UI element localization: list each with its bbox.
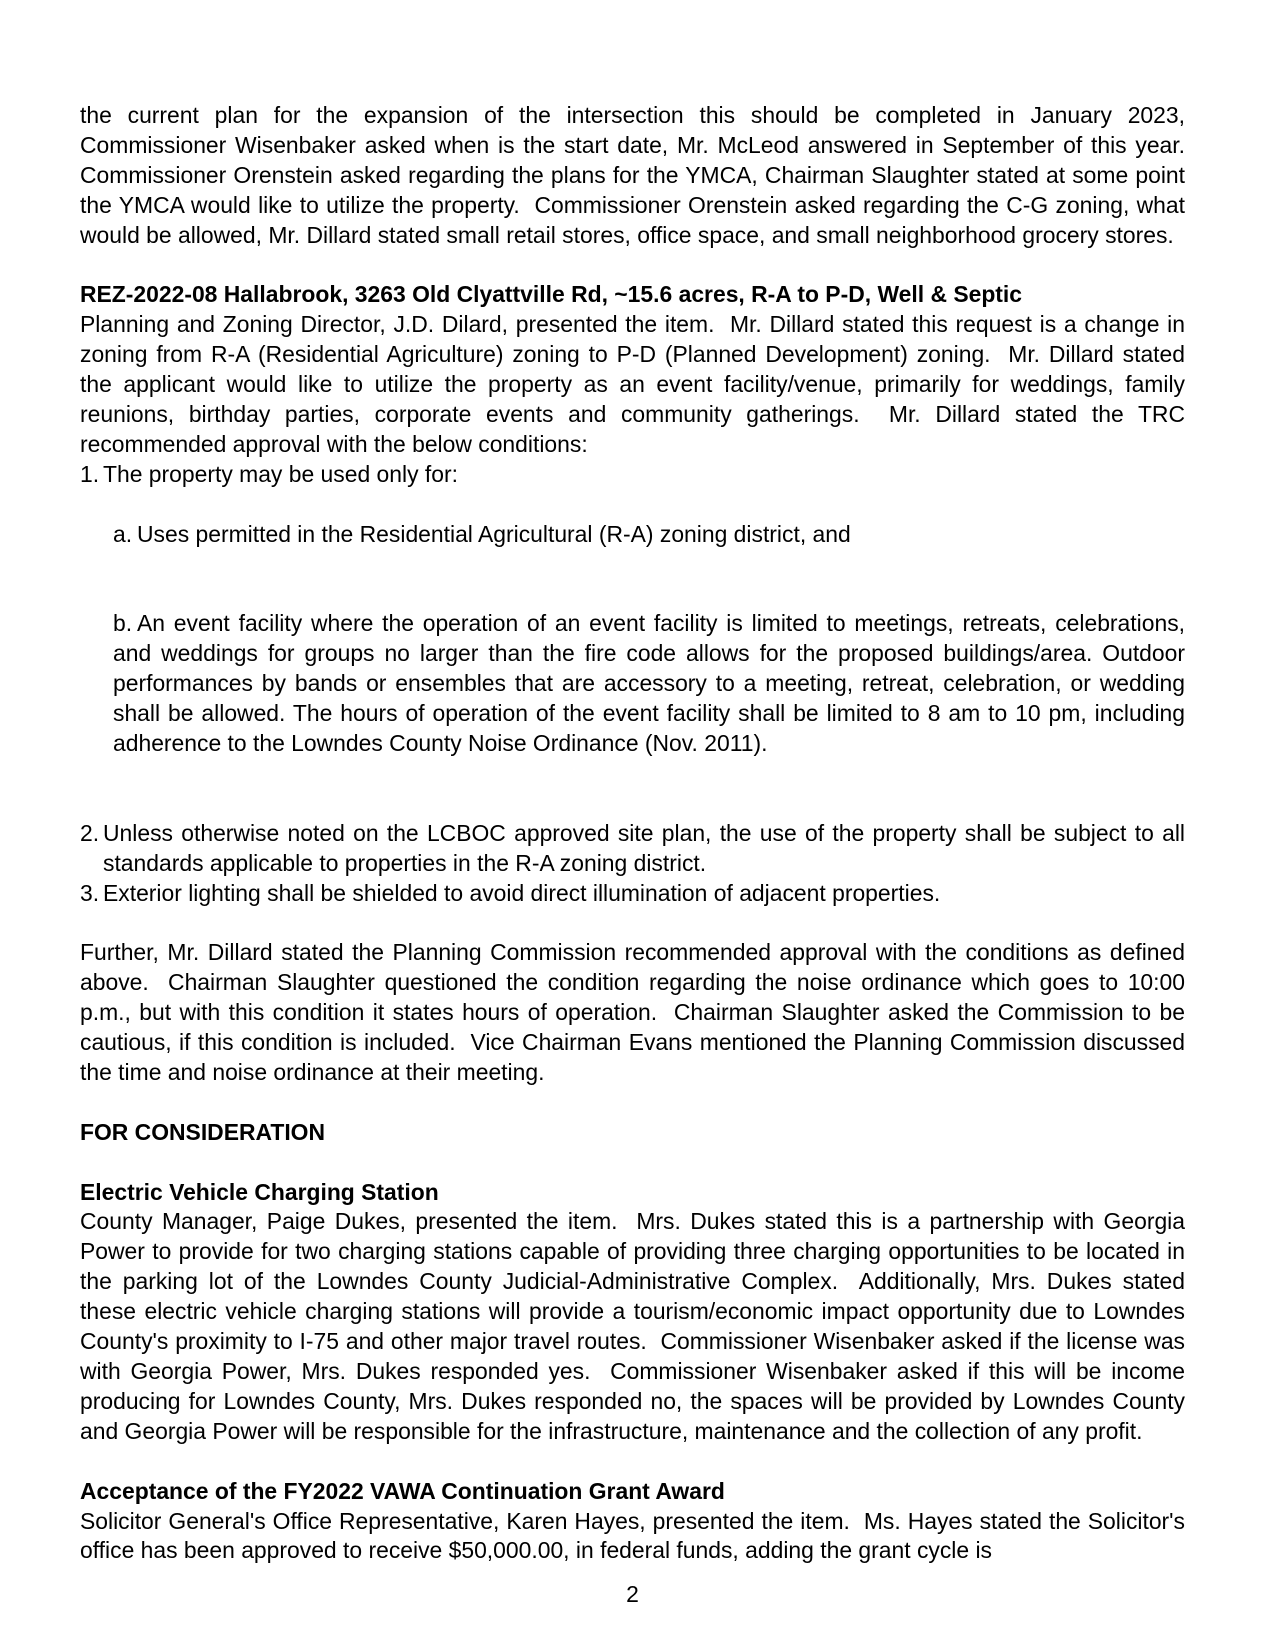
subcondition-a bbox=[113, 520, 1185, 550]
subcondition-b-marker: b. bbox=[113, 610, 133, 637]
subcondition-b-text: An event facility where the operation of an event facility is limited to meetings, retreats, celebrations, and weddings for groups no larger than the fire code allows for the proposed buildings/area. Outdoor performances by bands or ensembles that are accessory to a meeting, retreat, celebration, or wedding shall be allowed. The hours of operation of the event facility shall be limited to 8 am to 10 pm, including adherence to the Lowndes County Noise Ordinance (Nov. 2011). bbox=[113, 610, 1192, 757]
condition-item-2 bbox=[80, 819, 1192, 879]
condition-1-marker: 1. bbox=[80, 460, 100, 487]
rez-section-heading: REZ-2022-08 Hallabrook, 3263 Old Clyattville Rd, ~15.6 acres, R-A to P-D, Well & Septic bbox=[80, 281, 1023, 308]
condition-3-marker: 3. bbox=[80, 879, 100, 906]
ev-charging-heading: Electric Vehicle Charging Station bbox=[80, 1178, 439, 1205]
subcondition-a-text: Uses permitted in the Residential Agricultural (R-A) zoning district, and bbox=[137, 520, 851, 547]
condition-item-3 bbox=[80, 879, 1185, 909]
continuation-paragraph: the current plan for the expansion of the intersection this should be completed in January 2023, Commissioner Wisenbaker asked when is the start date, Mr. McLeod answered in September of this year. Commissioner Orenstein asked regarding the plans for the YMCA, Chairman Slaughter stated at some point the YMCA would like to utilize the property. Commissioner Orenstein asked regarding the C-G zoning, what would be allowed, Mr. Dillard stated small retail stores, office space, and small neighborhood grocery stores. bbox=[80, 102, 1198, 248]
vawa-grant-heading: Acceptance of the FY2022 VAWA Continuation Grant Award bbox=[80, 1477, 725, 1504]
condition-3-text: Exterior lighting shall be shielded to avoid direct illumination of adjacent properties. bbox=[103, 879, 941, 906]
page-number: 2 bbox=[626, 1581, 639, 1608]
rez-paragraph: Planning and Zoning Director, J.D. Dilard, presented the item. Mr. Dillard stated this request is a change in zoning from R-A (Residential Agriculture) zoning to P-D (Planned Development) zoning. Mr. Dillard stated the applicant would like to utilize the property as an event facility/venue, primarily for weddings, family reunions, birthday parties, corporate events and community gatherings. Mr. Dillard stated the TRC recommended approval with the below conditions: bbox=[80, 311, 1192, 457]
vawa-grant-paragraph: Solicitor General's Office Representative, Karen Hayes, presented the item. Ms. Hayes stated the Solicitor's office has been approved to receive $50,000.00, in federal funds, adding the grant cycle is bbox=[80, 1507, 1192, 1564]
condition-1-text: The property may be used only for: bbox=[103, 460, 458, 487]
condition-2-marker: 2. bbox=[80, 819, 100, 846]
subcondition-b bbox=[113, 609, 1192, 759]
subcondition-a-marker: a. bbox=[113, 520, 133, 547]
planning-commission-paragraph: Further, Mr. Dillard stated the Planning Commission recommended approval with the conditions as defined above. Chairman Slaughter questioned the condition regarding the noise ordinance which goes to 10:00 p.m., but with this condition it states hours of operation. Chairman Slaughter asked the Commission to be cautious, if this condition is included. Vice Chairman Evans mentioned the Planning Commission discussed the time and noise ordinance at their meeting. bbox=[80, 939, 1192, 1085]
ev-charging-paragraph: County Manager, Paige Dukes, presented the item. Mrs. Dukes stated this is a partnership with Georgia Power to provide for two charging stations capable of providing three charging opportunities to be located in the parking lot of the Lowndes County Judicial-Administrative Complex. Additionally, Mrs. Dukes stated these electric vehicle charging stations will provide a tourism/economic impact opportunity due to Lowndes County's proximity to I-75 and other major travel routes. Commissioner Wisenbaker asked if the license was with Georgia Power, Mrs. Dukes responded yes. Commissioner Wisenbaker asked if this will be income producing for Lowndes County, Mrs. Dukes responded no, the spaces will be provided by Lowndes County and Georgia Power will be responsible for the infrastructure, maintenance and the collection of any profit. bbox=[80, 1208, 1192, 1444]
condition-item-1 bbox=[80, 460, 1192, 819]
condition-2-text: Unless otherwise noted on the LCBOC approved site plan, the use of the property shall be subject to all standards applicable to properties in the R-A zoning district. bbox=[103, 819, 1192, 876]
for-consideration-heading: FOR CONSIDERATION bbox=[80, 1118, 326, 1145]
